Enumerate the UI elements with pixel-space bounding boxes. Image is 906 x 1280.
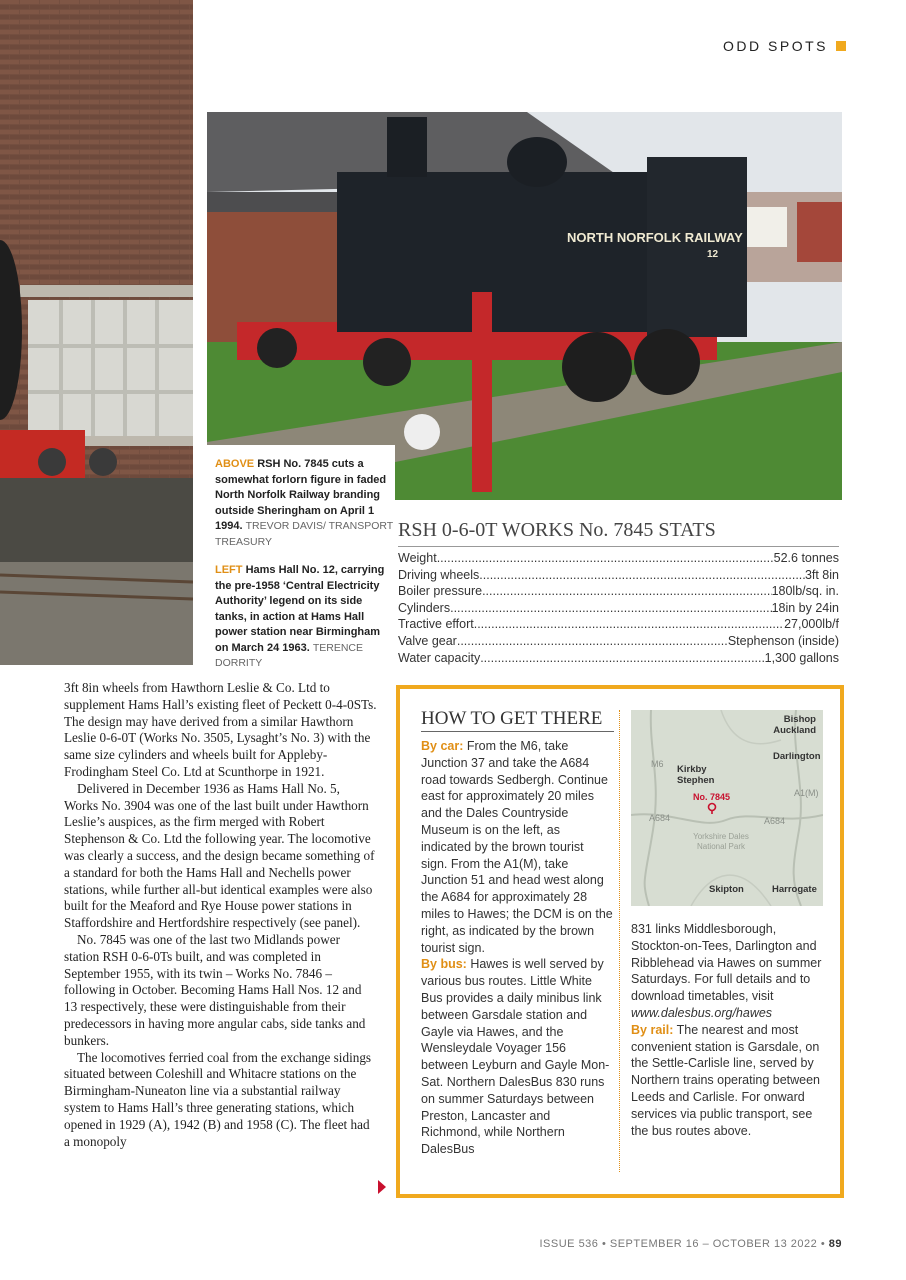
caption-above bbox=[215, 457, 393, 550]
map-label-darlington: Darlington bbox=[773, 751, 821, 762]
stat-label: Weight bbox=[398, 551, 437, 565]
map-pin-label: No. 7845 bbox=[693, 792, 731, 802]
stats-title: RSH 0-6-0T WORKS No. 7845 STATS bbox=[398, 519, 839, 547]
map-label-harrogate: Harrogate bbox=[772, 884, 817, 895]
stat-label: Water capacity bbox=[398, 650, 481, 665]
stat-row bbox=[398, 650, 839, 667]
how-to-get-there-title: HOW TO GET THERE bbox=[421, 708, 614, 732]
by-bus-text: Hawes is well served by various bus routes. Little White Bus provides a daily minibus link between Garsdale station and Gayle via Hawes, and the Wensleydale Voyager 156 between Leyburn and Gayle Mon-Sat. Northern DalesBus 830 runs on summer Saturdays between Preston, Lancaster and Richmond, while Northern DalesBus bbox=[421, 957, 610, 1157]
map-label-skipton: Skipton bbox=[709, 884, 744, 895]
by-bus-text-continued: 831 links Middlesborough, Stockton-on-Tees, Darlington and Ribblehead via Hawes on summer Saturdays. For full details and to download timetables, visit bbox=[631, 922, 822, 1004]
stat-label: Boiler pressure bbox=[398, 584, 483, 599]
stat-row bbox=[398, 567, 839, 584]
stat-value: 3ft 8in bbox=[804, 567, 839, 582]
caption-left bbox=[215, 563, 393, 672]
photo-main-illustration bbox=[207, 112, 842, 500]
page-number: 89 bbox=[828, 1238, 842, 1250]
footer-issue: ISSUE 536 • SEPTEMBER 16 – OCTOBER 13 2022 • bbox=[539, 1238, 826, 1250]
section-header bbox=[700, 36, 846, 56]
map-label-national-park: Yorkshire Dales National Park bbox=[693, 832, 749, 851]
body-paragraph: 3ft 8in wheels from Hawthorn Leslie & Co. Ltd to supplement Hams Hall’s existing fleet of Peckett 0-4-0STs. The design may have derived from a similar Hawthorn Leslie 0-6-0T (Works No. 3505, Lysaght’s No. 3) with the same size cylinders and wheels built for Appleby-Frodingham Steel Co. Ltd at Scunthorpe in 1921. bbox=[64, 680, 377, 779]
by-bus-lead: By bus: bbox=[421, 957, 467, 972]
by-rail-lead: By rail: bbox=[631, 1022, 674, 1037]
by-car-text: From the M6, take Junction 37 and take the A684 road towards Sedbergh. Continue east for approximately 20 miles and the Dales Countryside Museum is on the left, as indicated by the brown tourist sign. From the A1(M), take Junction 51 and head west along the A684 for approximately 28 miles to Hawes; the DCM is on the right, as indicated by the brown tourist sign. bbox=[421, 739, 613, 955]
continue-arrow-icon bbox=[378, 1180, 386, 1194]
stat-row bbox=[398, 583, 839, 600]
section-title: ODD SPOTS bbox=[723, 38, 828, 54]
caption-left-lead: LEFT bbox=[215, 564, 243, 576]
body-paragraph: No. 7845 was one of the last two Midlands power station RSH 0-6-0Ts built, and was completed in September 1955, with its twin – Works No. 7846 – following in October. Becoming Hams Hall Nos. 12 and 13 respectively, these were distinguishable from their predecessors in having more angular cabs, side tanks and bunkers. bbox=[64, 931, 366, 1048]
how-to-column-1 bbox=[421, 738, 613, 1158]
stat-value: 27,000lb/f bbox=[784, 617, 839, 632]
stat-label: Valve gear bbox=[398, 633, 457, 648]
stat-label: Tractive effort bbox=[398, 617, 474, 632]
loco-number: 12 bbox=[707, 249, 719, 260]
stat-row bbox=[398, 633, 839, 650]
stat-row bbox=[398, 550, 839, 567]
body-paragraph: The locomotives ferried coal from the exchange sidings situated between Coleshill and Whitacre stations on the Birmingham-Nuneaton line via a substantial railway system to Hams Hall’s three generating stations, which opened in 1929 (A), 1942 (B) and 1958 (C). The fleet had a monopoly bbox=[64, 1049, 372, 1149]
location-map bbox=[631, 710, 823, 906]
caption-left-credit: TERENCE DORRITY bbox=[215, 641, 364, 669]
photo-left-illustration bbox=[0, 0, 193, 665]
map-road-m6: M6 bbox=[651, 759, 664, 769]
page-footer bbox=[480, 1238, 842, 1250]
how-to-column-2 bbox=[631, 921, 823, 1139]
body-paragraph: Delivered in December 1936 as Hams Hall No. 5, Works No. 3904 was one of the last built under Hawthorn Leslie’s auspices, as the firm merged with Robert Stephenson & Co. Ltd the following year. The locomotive was clearly a success, and the design became something of a standard for both the Hams Hall and Nechells power stations, while further all-but identical examples were also built for the Meaford and Rye House power stations in Staffordshire and Hertfordshire respectively (see panel). bbox=[64, 780, 375, 931]
stats-table bbox=[398, 550, 839, 666]
photo-main bbox=[207, 112, 842, 500]
map-label-kirkby-stephen: Kirkby Stephen bbox=[677, 764, 715, 786]
by-rail-text: The nearest and most convenient station is Garsdale, on the Settle-Carlisle line, served by Northern trains operating between Leeds and Carlisle. For onward services via public transport, see the bus routes above. bbox=[631, 1022, 821, 1138]
map-illustration bbox=[631, 710, 823, 906]
stat-value: 18in by 24in bbox=[771, 600, 839, 615]
map-road-a684-west: A684 bbox=[649, 813, 671, 823]
stat-value: Stephenson (inside) bbox=[727, 633, 839, 648]
stat-value: 180lb/sq. in. bbox=[771, 584, 839, 599]
map-road-a1m: A1(M) bbox=[794, 788, 819, 798]
section-marker-square bbox=[836, 41, 846, 51]
stat-value: 52.6 tonnes bbox=[773, 551, 839, 565]
caption-above-text: RSH No. 7845 cuts a somewhat forlorn figure in faded North Norfolk Railway branding outside Sheringham on April 1 1994. bbox=[215, 458, 387, 532]
caption-left-text: Hams Hall No. 12, carrying the pre-1958 ‘Central Electricity Authority’ legend on its side tanks, in action at Hams Hall power station near Birmingham on March 24 1963. bbox=[215, 564, 385, 654]
stat-row bbox=[398, 600, 839, 617]
stat-label: Cylinders bbox=[398, 600, 451, 615]
caption-above-lead: ABOVE bbox=[215, 458, 255, 470]
stat-value: 1,300 gallons bbox=[764, 650, 839, 665]
stat-row bbox=[398, 616, 839, 633]
article-body bbox=[64, 680, 377, 1150]
photo-left bbox=[0, 0, 193, 665]
column-divider bbox=[619, 710, 620, 1172]
map-label-bishop-auckland: Bishop Auckland bbox=[773, 714, 816, 736]
stat-label: Driving wheels bbox=[398, 567, 480, 582]
loco-lettering: NORTH NORFOLK RAILWAY bbox=[567, 230, 743, 245]
bus-timetable-link[interactable]: www.dalesbus.org/hawes bbox=[631, 1005, 773, 1020]
caption-above-credit: TREVOR DAVIS/ TRANSPORT TREASURY bbox=[215, 520, 394, 548]
by-car-lead: By car: bbox=[421, 739, 464, 753]
map-road-a684-east: A684 bbox=[764, 816, 786, 826]
caption-box bbox=[207, 445, 395, 670]
